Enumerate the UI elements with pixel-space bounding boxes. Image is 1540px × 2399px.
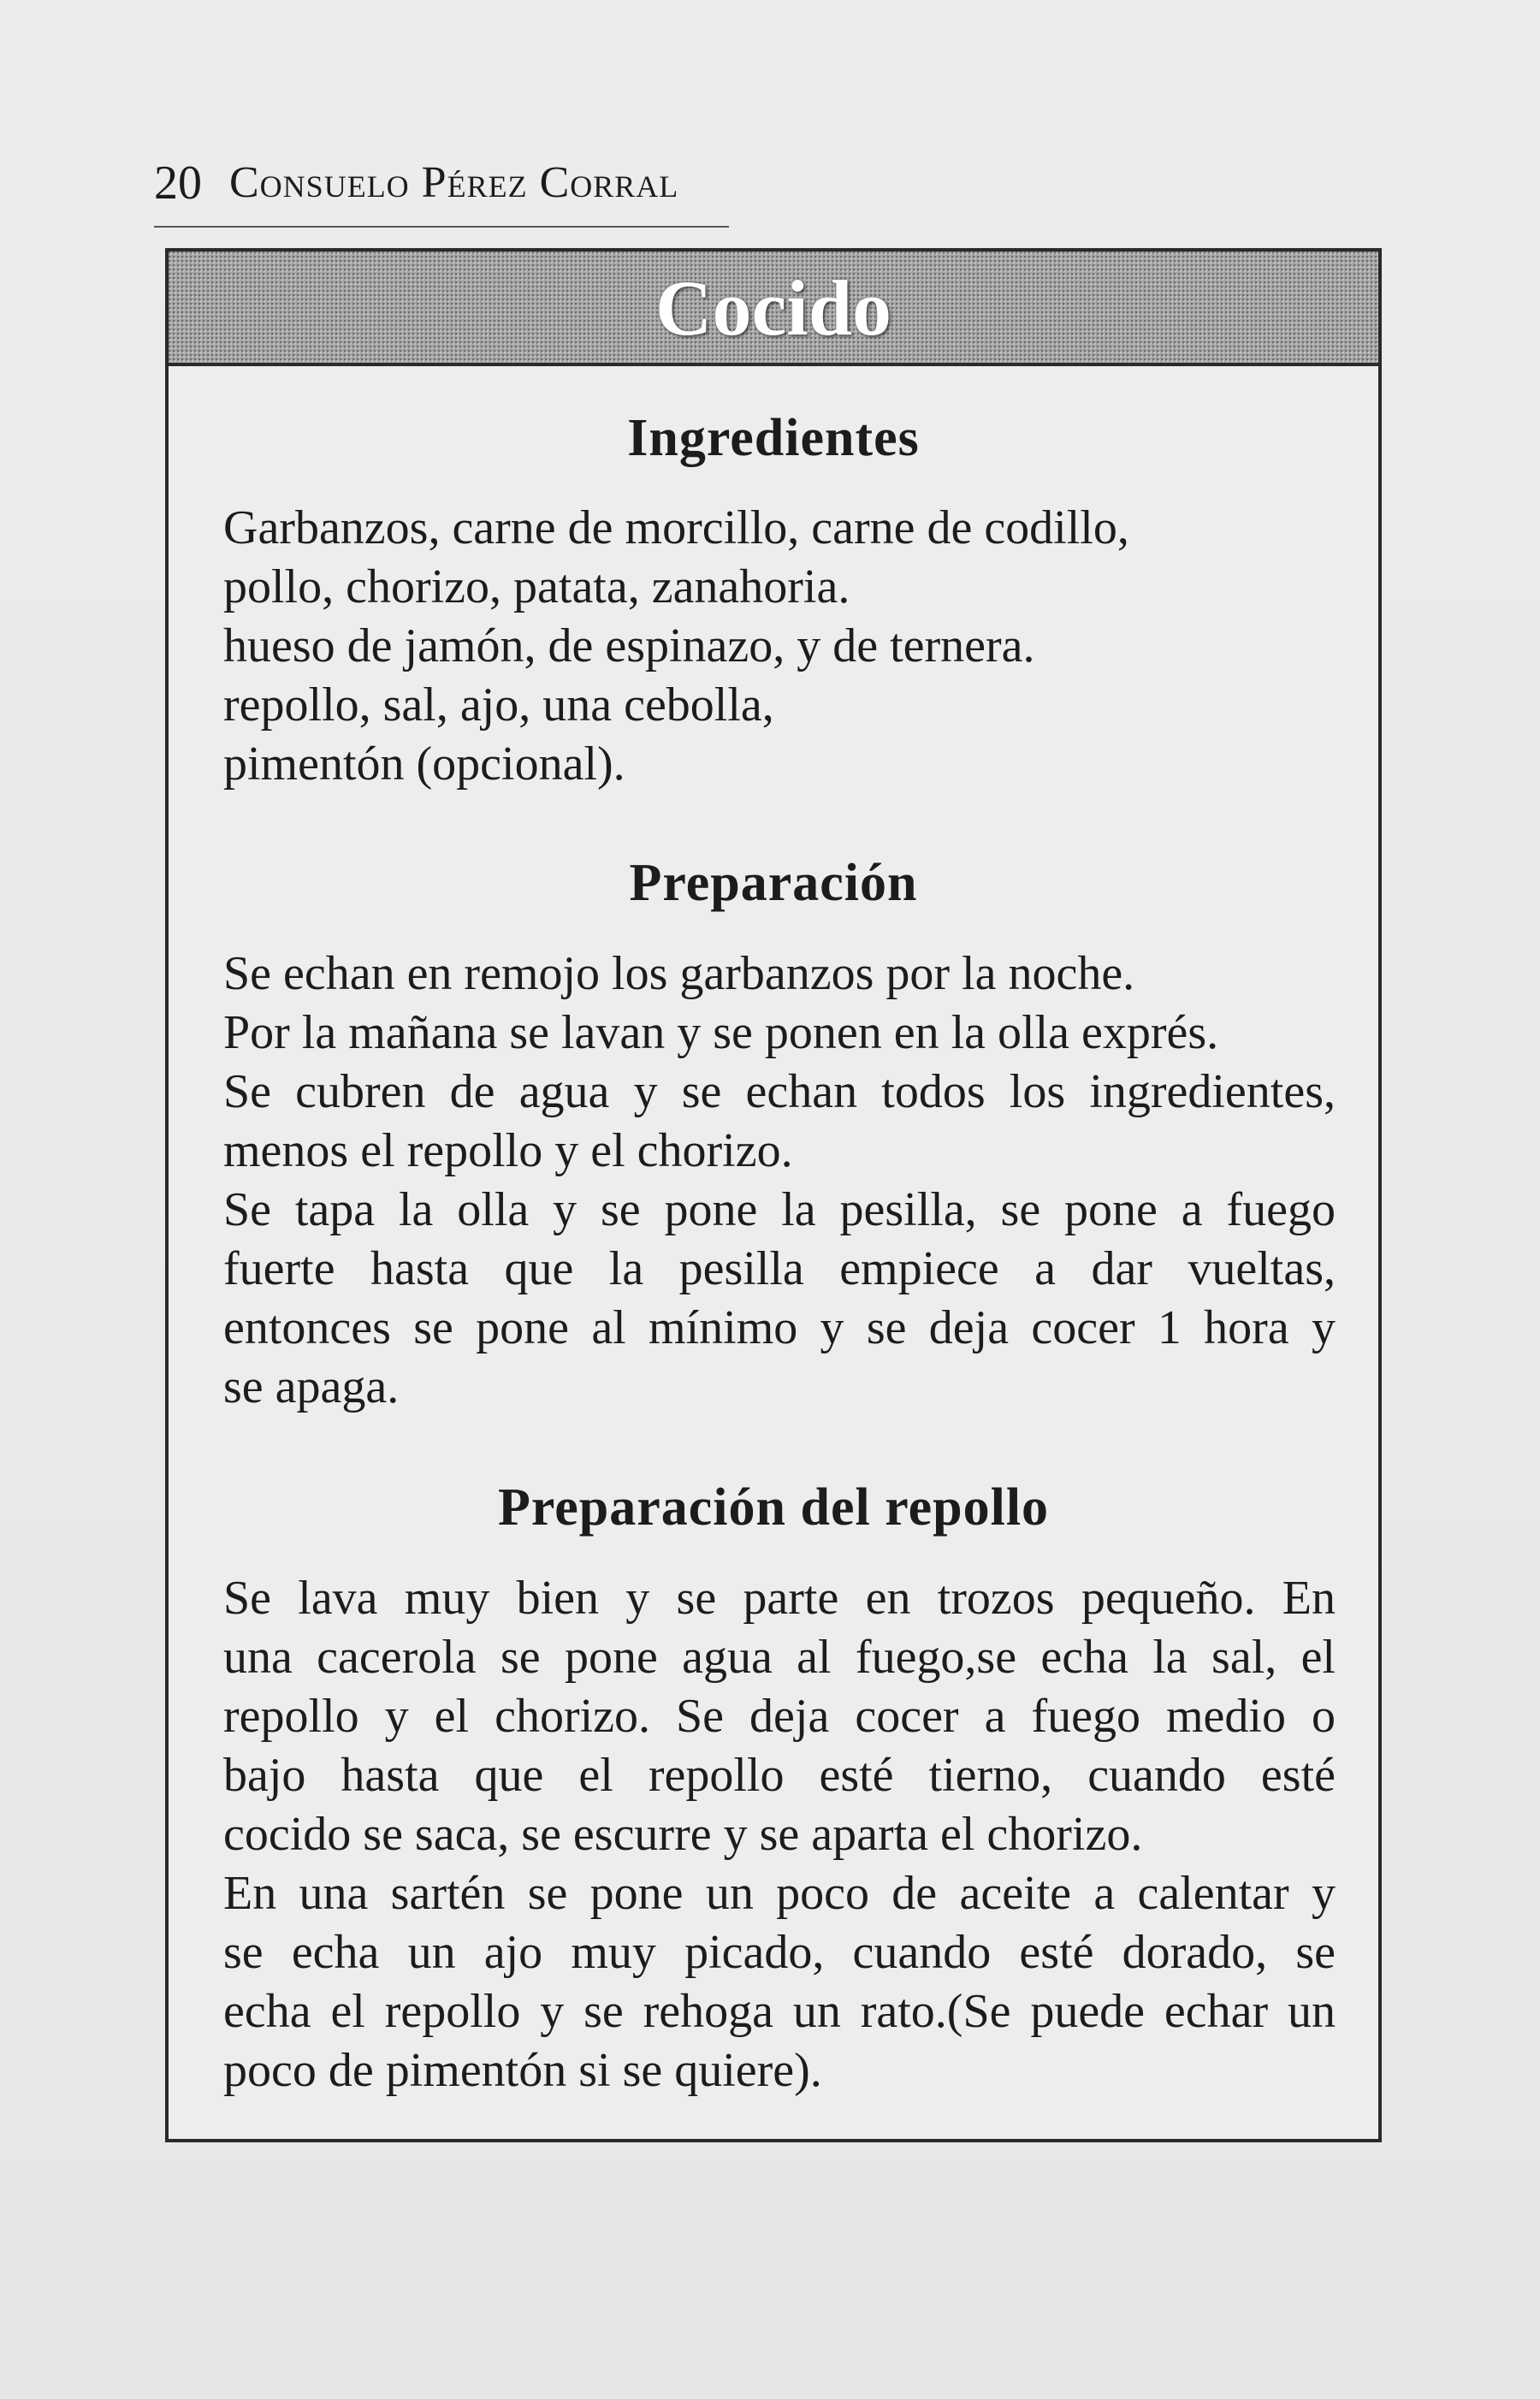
cabbage-line: poco de pimentón si se quiere). bbox=[223, 2044, 822, 2097]
cabbage-line: se echa un ajo muy picado, cuando esté dorado, se bbox=[223, 1926, 1336, 1979]
cabbage-line: bajo hasta que el repollo esté tierno, cuando esté bbox=[223, 1749, 1336, 1802]
preparation-line: Se tapa la olla y se pone la pesilla, se pone a fuego bbox=[223, 1183, 1336, 1236]
preparation-line: fuerte hasta que la pesilla empiece a dar vueltas, bbox=[223, 1242, 1336, 1295]
cabbage-heading: Preparación del repollo bbox=[497, 1478, 1050, 1537]
preparation-line: se apaga. bbox=[223, 1360, 400, 1413]
recipe-title: Cocido bbox=[655, 264, 891, 352]
ingredients-line: repollo, sal, ajo, una cebolla, bbox=[223, 678, 774, 732]
preparation-line: Por la mañana se lavan y se ponen en la olla exprés. bbox=[223, 1006, 1219, 1059]
preparation-text bbox=[223, 945, 1336, 1417]
preparation-heading: Preparación bbox=[629, 854, 918, 912]
author-name: Consuelo Pérez Corral bbox=[229, 158, 679, 207]
page-number: 20 bbox=[154, 157, 202, 210]
ingredients-heading: Ingredientes bbox=[627, 409, 920, 467]
cabbage-text bbox=[223, 1569, 1336, 2100]
cabbage-line: repollo y el chorizo. Se deja cocer a fuego medio o bbox=[223, 1690, 1336, 1743]
preparation-line: menos el repollo y el chorizo. bbox=[223, 1124, 793, 1177]
cabbage-line: echa el repollo y se rehoga un rato.(Se puede echar un bbox=[223, 1985, 1336, 2038]
preparation-line: entonces se pone al mínimo y se deja cocer 1 hora y bbox=[223, 1301, 1336, 1354]
running-header bbox=[154, 154, 729, 228]
preparation-line: Se echan en remojo los garbanzos por la noche. bbox=[223, 947, 1135, 1000]
ingredients-line: hueso de jamón, de espinazo, y de ternera. bbox=[223, 619, 1035, 672]
ingredients-line: pollo, chorizo, patata, zanahoria. bbox=[223, 560, 850, 613]
preparation-line: Se cubren de agua y se echan todos los ingredientes, bbox=[223, 1065, 1336, 1118]
ingredients-line: Garbanzos, carne de morcillo, carne de codillo, bbox=[223, 501, 1129, 554]
cabbage-line: una cacerola se pone agua al fuego,se echa la sal, el bbox=[223, 1631, 1336, 1684]
ingredients-line: pimentón (opcional). bbox=[223, 737, 625, 791]
recipe-title-bar bbox=[169, 252, 1378, 366]
cabbage-line: Se lava muy bien y se parte en trozos pequeño. En bbox=[223, 1572, 1336, 1625]
ingredients-text bbox=[223, 499, 1336, 794]
cabbage-line: En una sartén se pone un poco de aceite a calentar y bbox=[223, 1867, 1336, 1920]
recipe-box bbox=[165, 248, 1382, 2142]
cabbage-line: cocido se saca, se escurre y se aparta el chorizo. bbox=[223, 1808, 1143, 1861]
